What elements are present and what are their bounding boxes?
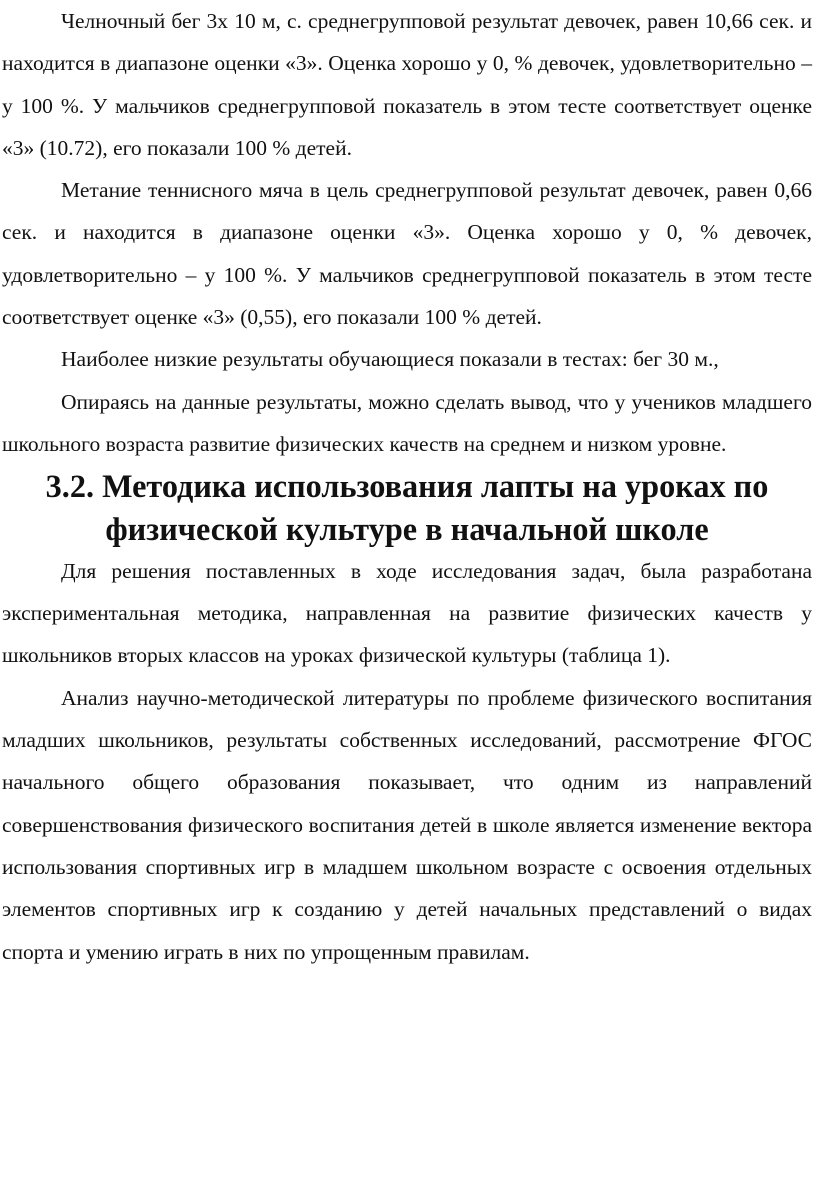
paragraph-lowest-results: Наиболее низкие результаты обучающиеся показали в тестах: бег 30 м., <box>61 347 719 372</box>
paragraph-method-intro: Для решения поставленных в ходе исследования задач, была разработана экспериментальная методика, направленная на развитие физических качеств у школьников вторых классов на уроках физической культуры (таблица 1). <box>2 558 812 668</box>
paragraph-conclusion: Опираясь на данные результаты, можно сделать вывод, что у учеников младшего школьного возраста развитие физических качеств на среднем и низком уровне. <box>2 389 812 456</box>
paragraph-shuttle-run: Челночный бег 3х 10 м, с. среднегрупповой результат девочек, равен 10,66 сек. и находится в диапазоне оценки «3». Оценка хорошо у 0, % девочек, удовлетворительно – у 100 %. У мальчиков среднегрупповой показатель в этом тесте соответствует оценке «3» (10.72), его показали 100 % детей. <box>2 9 812 160</box>
paragraph-analysis: Анализ научно-методической литературы по проблеме физического воспитания младших школьников, результаты собственных исследований, рассмотрение ФГОС начального общего образования показывает, что одним из направлений совершенствования физического воспитания детей в школе является изменение вектора использования спортивных игр в младшем школьном возрасте с освоения отдельных элементов спортивных игр к созданию у детей начальных представлений о видах спорта и умению играть в них по упрощенным правилам. <box>2 685 812 964</box>
paragraph-ball-throw: Метание теннисного мяча в цель среднегрупповой результат девочек, равен 0,66 сек. и находится в диапазоне оценки «3». Оценка хорошо у 0, % девочек, удовлетворительно – у 100 %. У мальчиков среднегрупповой показатель в этом тесте соответствует оценке «3» (0,55), его показали 100 % детей. <box>2 178 812 330</box>
section-heading: 3.2. Методика использования лапты на уроках по физической культуре в начальной школе <box>45 468 769 547</box>
